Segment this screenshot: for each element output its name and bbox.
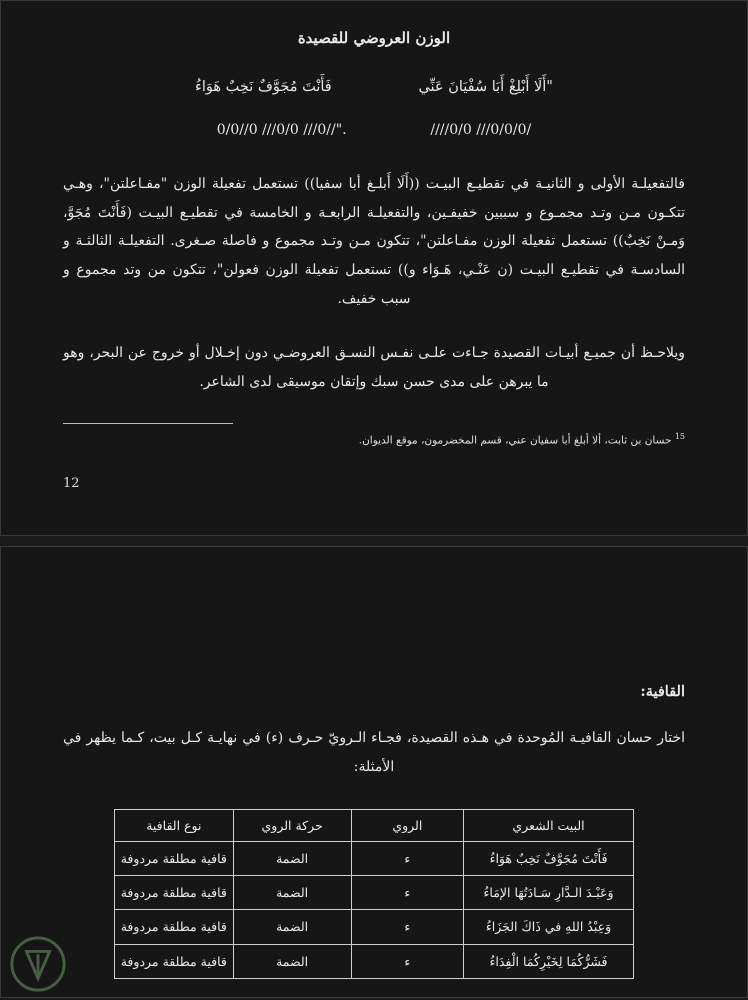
cell-rawi: ء [351,876,463,910]
verse-block [63,73,685,144]
cell-rawi: ء [351,910,463,944]
cell-rawi: ء [351,944,463,978]
page-title: الوزن العروضي للقصيدة [297,29,451,47]
paragraph-meter-analysis: فالتفعيلـة الأولى و الثانيـة في تقطيـع البيـت ((أَلَا أَبلـغ أبا سفيا)) تستعمل تفعيلة الوزن "مفـاعلتن"، وهـي تتكـون مـن وتـد مجمـوع و سببين خفيفـين، والتفعيلـة الرابعـة و الخامسة في تقطيـع البيـت (فَأَنْتَ مُجَوَّ، وَمـنْ نَخِبٌ)) تستعمل تفعيلة الوزن مفـاعلتن"، تتكون مـن وتـد مجموع و فاصلة صـغرى. التفعيلـة الثالثـة و السادسـة في تقطيـع البيـت (ن عَنْـي، هَـوَاء و)) تستعمل تفعيلة الوزن فعولن"، تتكون من وتد مجموع و سبب خفيف. [63,176,685,307]
column-header-rawi: الروي [351,809,463,841]
page-separator [0,536,748,546]
cell-haraka: الضمة [233,876,351,910]
cell-type: قافية مطلقة مردوفة [115,841,234,875]
cell-verse: وَعِبْدُ اللهِ في ذَاكَ الجَزَاءُ [464,910,634,944]
scansion-line [63,116,685,144]
qafiya-table [114,809,634,979]
table-row [115,944,634,978]
column-header-verse: البيت الشعري [464,809,634,841]
cell-rawi: ء [351,841,463,875]
verse-line [63,73,685,102]
cell-haraka: الضمة [233,910,351,944]
cell-type: قافية مطلقة مردوفة [115,876,234,910]
verse-hemistich-right: "أَلَا أَبْلِغْ أَبَا سُفْيَانَ عَنِّي [418,79,553,95]
scansion-right: ////0/0 ///0/0/0/ [430,122,532,138]
scansion-left: 0/0//0 ///0/0 ///0//". [216,122,347,138]
paragraph-observation: ويلاحـظ أن جميـع أبيـات القصيدة جـاءت علـى نفـس النسـق العروضـي دون إخـلال أو خروج عن البحر، وهو ما يبرهن على مدى حسن سبك وإتقان موسيقى لدى الشاعر. [63,345,685,391]
watermark-logo-icon [7,935,69,993]
cell-haraka: الضمة [233,944,351,978]
footnote-body: حسان بن ثابت، ألا أبلغ أبا سفيان عني، قسم المخضرمون، موقع الديوان. [358,434,672,447]
footnote-marker: 15 [674,431,685,441]
cell-verse: وَعَبْـدَ الـدَّارِ سَـادَتُهَا الإمَاءُ [464,876,634,910]
section-title-qafiya: القافية: [640,683,685,700]
table-row [115,841,634,875]
column-header-haraka: حركة الروي [233,809,351,841]
page-number: 12 [63,476,80,492]
table-header-row [115,809,634,841]
cell-haraka: الضمة [233,841,351,875]
cell-verse: فَشَرُّكُمَا لِخَيْرِكُمَا الْفِدَاءُ [464,944,634,978]
table-row [115,876,634,910]
cell-type: قافية مطلقة مردوفة [115,944,234,978]
column-header-type: نوع القافية [115,809,234,841]
paragraph-qafiya-intro: اختار حسان القافيـة المُوحدة في هـذه القصيدة، فجـاء الـرويّ حـرف (ء) في نهايـة كـل بيت، كـما يظهر في الأمثلة: [63,730,685,776]
footnote-text [63,432,685,447]
verse-hemistich-left: فَأَنْتَ مُجَوَّفٌ نَخِبٌ هَوَاءُ [195,79,332,95]
document-page-13 [0,546,748,998]
footnote-container [63,424,685,447]
table-row [115,910,634,944]
cell-verse: فَأَنْتَ مُجَوَّفٌ نَخِبٌ هَوَاءُ [464,841,634,875]
cell-type: قافية مطلقة مردوفة [115,910,234,944]
